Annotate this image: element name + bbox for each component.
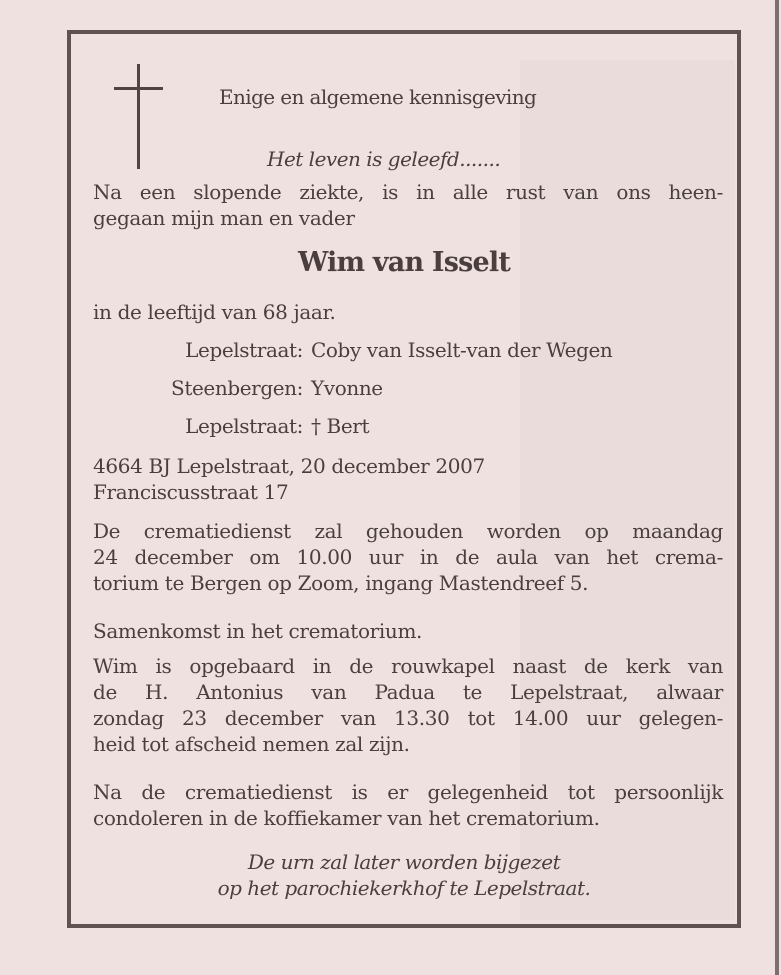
viewing-line: heid tot afscheid nemen zal zijn. [93,732,410,756]
family-place: Lepelstraat: [185,338,303,362]
gathering-line: Samenkomst in het crematorium. [93,619,423,643]
condolences-paragraph [93,779,723,831]
condolences-line: condoleren in de koffiekamer van het crematorium. [93,806,600,830]
closing-note [71,849,737,901]
viewing-line: Wim is opgebaard in de rouwkapel naast de kerk van [93,654,723,678]
address-block [93,453,723,505]
intro-line: Na een slopende ziekte, is in alle rust van ons heen- [93,180,723,204]
motto: Het leven is geleefd....... [267,147,501,171]
closing-line: De urn zal later worden bijgezet [247,850,561,874]
cremation-line: 24 december om 10.00 uur in de aula van het crema- [93,545,723,569]
closing-line: op het parochiekerkhof te Lepelstraat. [217,876,591,900]
address-line: 4664 BJ Lepelstraat, 20 december 2007 [93,454,485,478]
column-rule [775,0,779,975]
address-line: Franciscusstraat 17 [93,480,289,504]
family-place: Lepelstraat: [185,414,303,438]
family-place: Steenbergen: [171,376,303,400]
cremation-paragraph [93,518,723,596]
deceased-name: Wim van Isselt [297,247,511,278]
family-member: Yvonne [311,376,383,400]
cremation-line: De crematiedienst zal gehouden worden op maandag [93,519,723,543]
family-member: Coby van Isselt-van der Wegen [311,338,613,362]
intro-paragraph [93,179,723,231]
age-line: in de leeftijd van 68 jaar. [93,300,336,324]
obituary-notice [67,30,741,928]
viewing-line: de H. Antonius van Padua te Lepelstraat, alwaar [93,680,723,704]
viewing-paragraph [93,653,723,757]
family-row [93,375,383,401]
viewing-line: zondag 23 december van 13.30 tot 14.00 uur gelegen- [93,706,723,730]
family-row [93,337,612,363]
cross-vertical-bar [137,64,140,169]
family-row [93,413,369,439]
intro-line: gegaan mijn man en vader [93,206,355,230]
condolences-line: Na de crematiedienst is er gelegenheid tot persoonlijk [93,780,723,804]
cross-horizontal-bar [114,87,163,90]
family-member: † Bert [311,414,370,438]
notice-type-heading: Enige en algemene kennisgeving [219,85,537,109]
cremation-line: torium te Bergen op Zoom, ingang Mastendreef 5. [93,571,589,595]
